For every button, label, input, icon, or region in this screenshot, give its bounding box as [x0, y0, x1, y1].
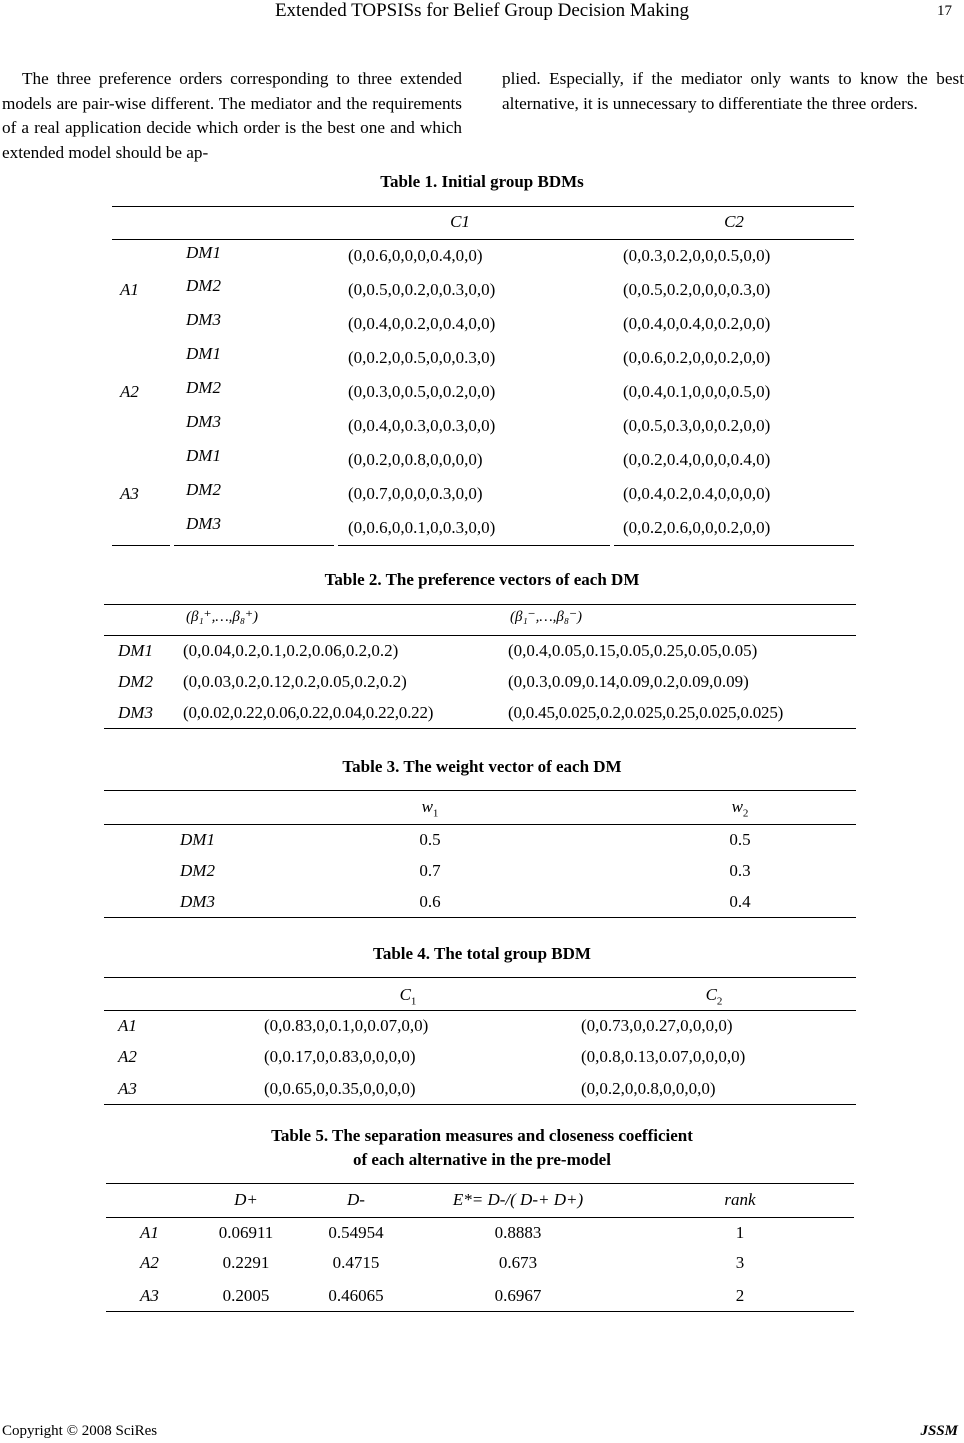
table1-cell: (0,0.5,0.2,0,0,0,0.3,0) [623, 280, 771, 299]
table1-cell: (0,0.6,0.2,0,0,0.2,0,0) [623, 348, 771, 367]
table5-top-rule [106, 1183, 854, 1184]
table2-plus-vector: (0,0.02,0.22,0.06,0.22,0.04,0.22,0.22) [183, 703, 434, 722]
table4-caption: Table 4. The total group BDM [373, 944, 591, 963]
table1-bottom-rule [112, 545, 170, 546]
table3-header-w1: $w_1$ [421, 797, 439, 820]
table5-rank: 2 [735, 1286, 745, 1305]
table4-c1-value: (0,0.65,0,0.35,0,0,0,0) [264, 1079, 416, 1098]
table5-dminus: 0.54954 [328, 1223, 384, 1242]
table4-header-c2: $C_2$ [705, 985, 723, 1008]
table3-w1-value: 0.6 [419, 892, 441, 911]
table5-header: rank [724, 1190, 756, 1209]
table3-top-rule [104, 790, 856, 791]
table2-top-rule [104, 604, 856, 605]
table5-closeness: 0.8883 [494, 1223, 542, 1242]
table2-header-rule [104, 635, 856, 636]
table5-bottom-rule [106, 1311, 854, 1312]
table3-dm: DM2 [180, 861, 215, 880]
table5-header: E*= D-/( D-+ D+) [452, 1190, 584, 1209]
table4-c2-value: (0,0.2,0,0.8,0,0,0,0) [581, 1079, 716, 1098]
table5-rank: 1 [735, 1223, 745, 1242]
table3-dm: DM3 [180, 892, 215, 911]
table5-closeness: 0.673 [498, 1253, 538, 1272]
table1-cell: (0,0.4,0.1,0,0,0,0.5,0) [623, 382, 771, 401]
table1-header-rule [112, 239, 854, 240]
table5-header-rule [106, 1217, 854, 1218]
table5-caption: Table 5. The separation measures and closeness coefficient [271, 1126, 693, 1145]
table3-w2-value: 0.5 [729, 830, 751, 849]
table3-w1-value: 0.5 [419, 830, 441, 849]
table1-dm: DM2 [186, 378, 221, 397]
table1-cell: (0,0.6,0,0.1,0,0.3,0,0) [348, 518, 496, 537]
table2-header-plus: (β₁⁺,…,β₈⁺) [186, 609, 259, 625]
table4-header-c1: $C_1$ [399, 985, 417, 1008]
table5-dplus: 0.06911 [218, 1223, 274, 1242]
table4-alt: A3 [118, 1079, 137, 1098]
body-text-right: plied. Especially, if the mediator only wants to know the best alternative, it is unnecessary to differentiate the three orders. [502, 69, 964, 113]
table4-alt: A1 [118, 1016, 137, 1035]
table5-caption-line2: of each alternative in the pre-model [353, 1150, 611, 1169]
table1-header-c2: C2 [724, 212, 744, 231]
table1-cell: (0,0.2,0,0.5,0,0,0.3,0) [348, 348, 496, 367]
table1-cell: (0,0.7,0,0,0,0.3,0,0) [348, 484, 483, 503]
table2-caption: Table 2. The preference vectors of each DM [324, 570, 640, 589]
table2-minus-vector: (0,0.45,0.025,0.2,0.025,0.25,0.025,0.025) [508, 703, 784, 722]
table2-dm: DM1 [118, 641, 153, 660]
table1-alt-a3: A3 [120, 484, 139, 503]
table1-dm: DM3 [186, 514, 221, 533]
table2-minus-vector: (0,0.4,0.05,0.15,0.05,0.25,0.05,0.05) [508, 641, 758, 660]
table3-dm: DM1 [180, 830, 215, 849]
table3-caption: Table 3. The weight vector of each DM [342, 757, 622, 776]
table1-cell: (0,0.4,0,0.3,0,0.3,0,0) [348, 416, 496, 435]
table2-dm: DM3 [118, 703, 153, 722]
table5-header: D- [347, 1190, 365, 1209]
table2-plus-vector: (0,0.04,0.2,0.1,0.2,0.06,0.2,0.2) [183, 641, 399, 660]
table3-header-w2: $w_2$ [731, 797, 749, 820]
table5-alt: A1 [140, 1223, 159, 1242]
table2-plus-vector: (0,0.03,0.2,0.12,0.2,0.05,0.2,0.2) [183, 672, 407, 691]
table3-bottom-rule [104, 917, 856, 918]
table2-dm: DM2 [118, 672, 153, 691]
table5-dminus: 0.4715 [332, 1253, 380, 1272]
page-number: 17 [937, 3, 952, 19]
table1-cell: (0,0.2,0.4,0,0,0,0.4,0) [623, 450, 771, 469]
table1-cell: (0,0.4,0,0.4,0,0.2,0,0) [623, 314, 771, 333]
table3-w1-value: 0.7 [419, 861, 441, 880]
table4-alt: A2 [118, 1047, 137, 1066]
table1-caption: Table 1. Initial group BDMs [380, 172, 584, 191]
table1-cell: (0,0.5,0.3,0,0,0.2,0,0) [623, 416, 771, 435]
table4-c1-value: (0,0.17,0,0.83,0,0,0,0) [264, 1047, 416, 1066]
table1-bottom-rule [174, 545, 334, 546]
table5-dplus: 0.2005 [222, 1286, 270, 1305]
table5-dplus: 0.2291 [222, 1253, 270, 1272]
table1-dm: DM1 [186, 243, 221, 262]
table4-bottom-rule [104, 1104, 856, 1105]
table1-cell: (0,0.5,0,0.2,0,0.3,0,0) [348, 280, 496, 299]
table1-cell: (0,0.2,0.6,0,0,0.2,0,0) [623, 518, 771, 537]
table1-cell: (0,0.4,0,0.2,0,0.4,0,0) [348, 314, 496, 333]
table1-dm: DM3 [186, 412, 221, 431]
table1-dm: DM2 [186, 480, 221, 499]
table1-header-c1: C1 [450, 212, 470, 231]
table4-c1-value: (0,0.83,0,0.1,0,0.07,0,0) [264, 1016, 429, 1035]
table4-header-rule [104, 1010, 856, 1011]
table2-header-minus: (β₁⁻,…,β₈⁻) [510, 609, 583, 625]
table1-dm: DM1 [186, 344, 221, 363]
table3-header-rule [104, 824, 856, 825]
running-header: Extended TOPSISs for Belief Group Decision Making [274, 0, 690, 21]
table5-alt: A2 [140, 1253, 159, 1272]
table1-dm: DM3 [186, 310, 221, 329]
table2-bottom-rule [104, 728, 856, 729]
table5-alt: A3 [140, 1286, 159, 1305]
table5-rank: 3 [735, 1253, 745, 1272]
table4-c2-value: (0,0.73,0,0.27,0,0,0,0) [581, 1016, 733, 1035]
table4-c2-value: (0,0.8,0.13,0.07,0,0,0,0) [581, 1047, 746, 1066]
table2-minus-vector: (0,0.3,0.09,0.14,0.09,0.2,0.09,0.09) [508, 672, 749, 691]
table1-bottom-rule [338, 545, 610, 546]
table1-top-rule [112, 206, 854, 207]
body-text-left: The three preference orders corresponding to three extended models are pair-wise different. The mediator and the requirements of a real application decide which order is the best one and which extended model should be ap- [2, 69, 462, 162]
table3-w2-value: 0.4 [729, 892, 751, 911]
journal-footer: JSSM [920, 1423, 958, 1439]
table3-w2-value: 0.3 [729, 861, 751, 880]
table5-header: D+ [234, 1190, 258, 1209]
table1-alt-a2: A2 [120, 382, 139, 401]
table1-cell: (0,0.3,0,0.5,0,0.2,0,0) [348, 382, 496, 401]
table5-dminus: 0.46065 [328, 1286, 384, 1305]
table1-bottom-rule [614, 545, 854, 546]
copyright-footer: Copyright © 2008 SciRes [2, 1423, 158, 1439]
table1-dm: DM1 [186, 446, 221, 465]
table1-cell: (0,0.2,0,0.8,0,0,0,0) [348, 450, 483, 469]
table1-dm: DM2 [186, 276, 221, 295]
table5-closeness: 0.6967 [494, 1286, 542, 1305]
table1-alt-a1: A1 [120, 280, 139, 299]
table1-cell: (0,0.4,0.2,0.4,0,0,0,0) [623, 484, 771, 503]
table4-top-rule [104, 977, 856, 978]
table1-cell: (0,0.3,0.2,0,0,0.5,0,0) [623, 246, 771, 265]
table1-cell: (0,0.6,0,0,0,0.4,0,0) [348, 246, 483, 265]
